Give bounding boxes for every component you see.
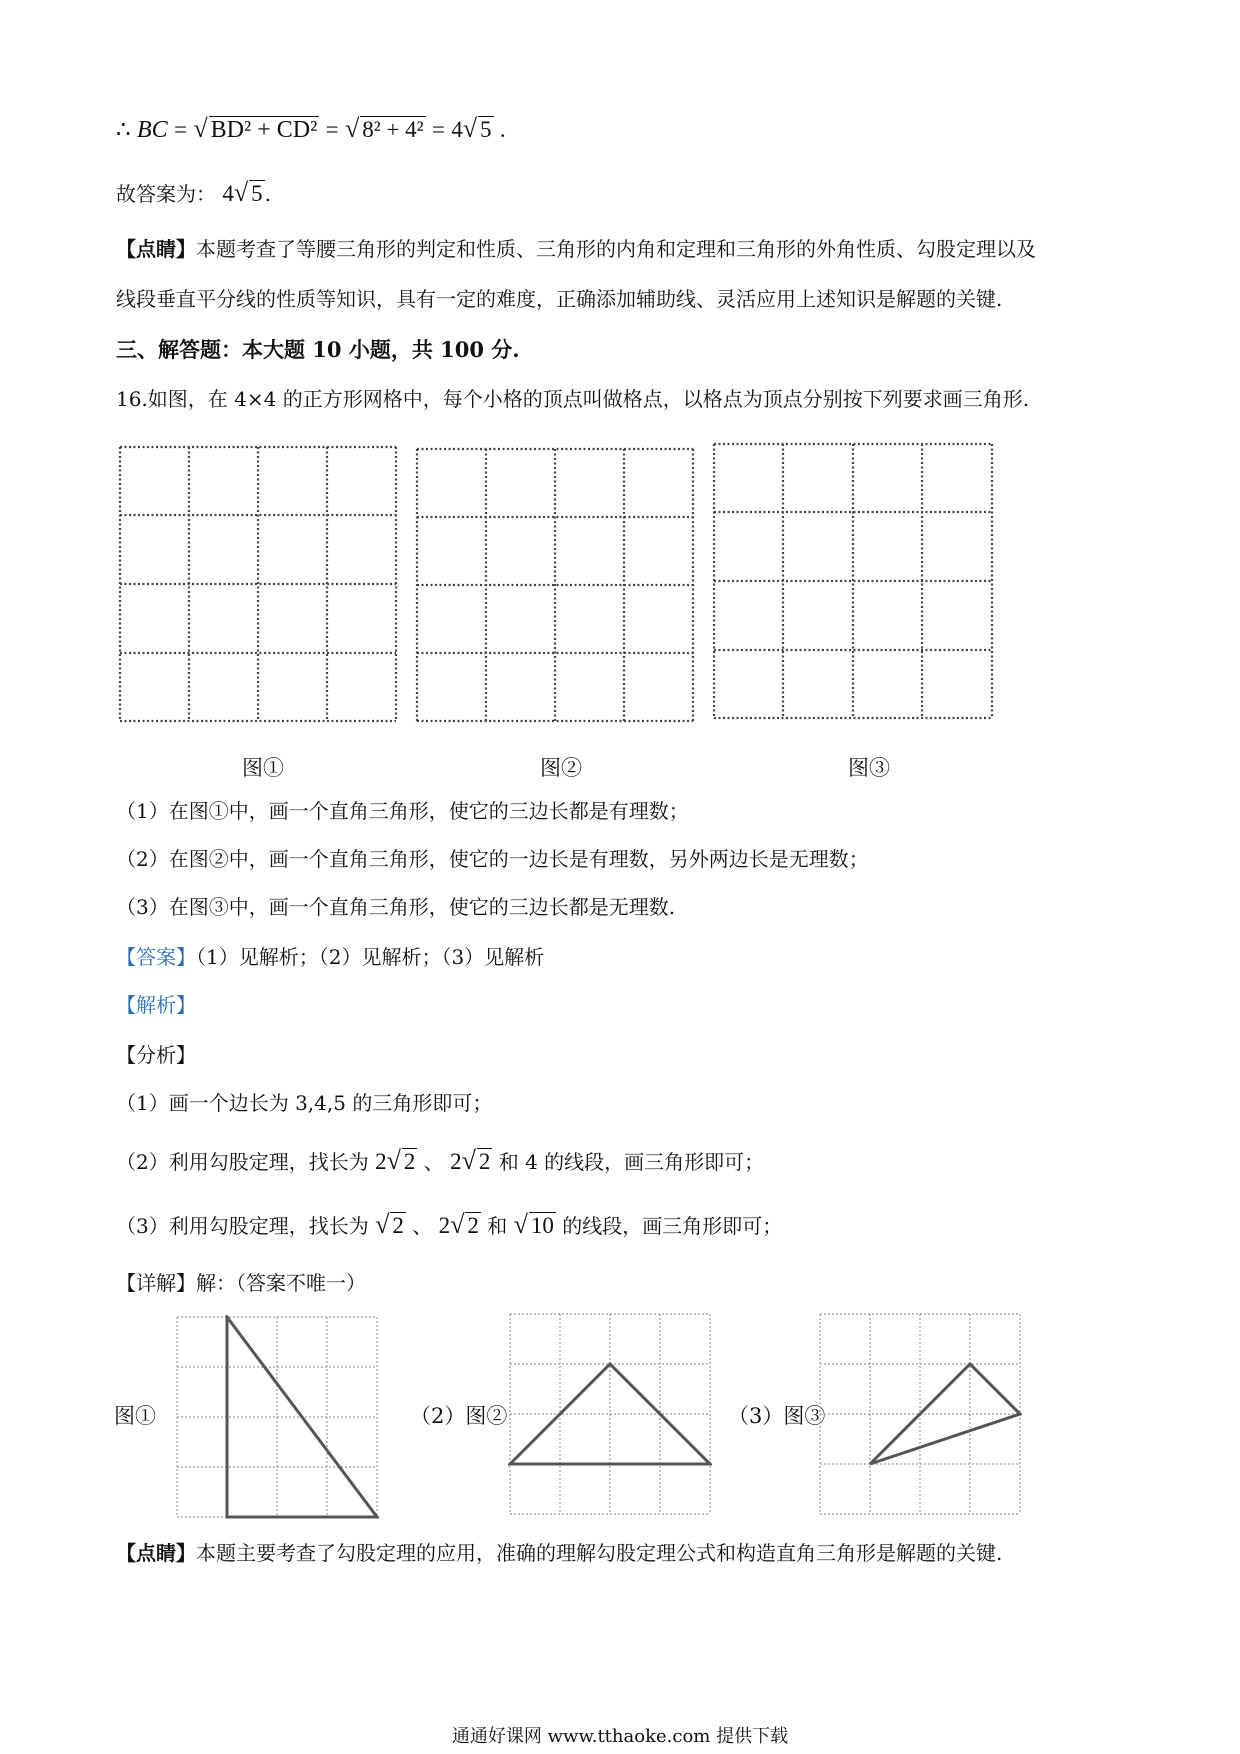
answer-line: 故答案为： 4√ 5 . [116, 178, 271, 207]
solution-grid-2 [508, 1312, 712, 1516]
footer: 通通好课网 www.tthaoke.com 提供下载 [451, 1726, 789, 1747]
empty-grid-2 [415, 447, 695, 723]
fenxi-2: （2）利用勾股定理，找长为 2√ 2 、 2√ 2 和 4 的线段，画三角形即可； [116, 1146, 765, 1175]
solution-grid-3 [818, 1312, 1022, 1516]
fenxi-3: （3）利用勾股定理，找长为 √ 2 、 2√ 2 和 √ 10 的线段，画三角形即可； [116, 1210, 783, 1239]
fig-label-1: 图① [242, 756, 284, 780]
section-3-heading: 三、解答题：本大题 10 小题，共 100 分. [116, 337, 520, 362]
xiangjie: 【详解】解：（答案不唯一） [116, 1271, 366, 1295]
solution-grid-1 [175, 1315, 379, 1519]
radicand-8-4: 8² + 4² [362, 117, 424, 142]
radicand-bd-cd: BD² + CD² [210, 117, 318, 143]
fenxi-tag: 【分析】 [116, 1043, 196, 1067]
q16-part-3: （3）在图③中，画一个直角三角形，使它的三边长都是无理数. [116, 895, 676, 919]
q16-stem: 16.如图，在 4×4 的正方形网格中，每个小格的顶点叫做格点，以格点为顶点分别按下列要求画三角形. [116, 387, 1030, 411]
formula-bc: ∴ BC = √ BD² + CD² = √ 8² + 4² = 4√ 5 . [116, 114, 506, 143]
sol-label-2: （2）图② [410, 1404, 508, 1428]
fig-label-2: 图② [540, 756, 582, 780]
jiexi-tag: 【解析】 [116, 993, 196, 1017]
sol-label-3: （3）图③ [728, 1404, 826, 1428]
answer: 【答案】（1）见解析；（2）见解析；（3）见解析 [116, 945, 545, 969]
dianjing-1-line2: 线段垂直平分线的性质等知识，具有一定的难度，正确添加辅助线、灵活应用上述知识是解题的关键. [116, 287, 1003, 311]
empty-grid-1 [118, 445, 398, 723]
dianjing-2: 【点睛】本题主要考查了勾股定理的应用，准确的理解勾股定理公式和构造直角三角形是解题的关键. [116, 1541, 1003, 1565]
q16-part-2: （2）在图②中，画一个直角三角形，使它的一边长是有理数，另外两边长是无理数； [116, 847, 869, 871]
fenxi-1: （1）画一个边长为 3,4,5 的三角形即可； [116, 1091, 493, 1115]
empty-grid-3 [712, 442, 994, 720]
q16-part-1: （1）在图①中，画一个直角三角形，使它的三边长都是有理数； [116, 799, 689, 823]
sol-label-1: 图① [114, 1404, 156, 1428]
fig-label-3: 图③ [848, 756, 890, 780]
dianjing-1-line1: 【点睛】本题考查了等腰三角形的判定和性质、三角形的内角和定理和三角形的外角性质、勾股定理以及 [116, 237, 1036, 261]
